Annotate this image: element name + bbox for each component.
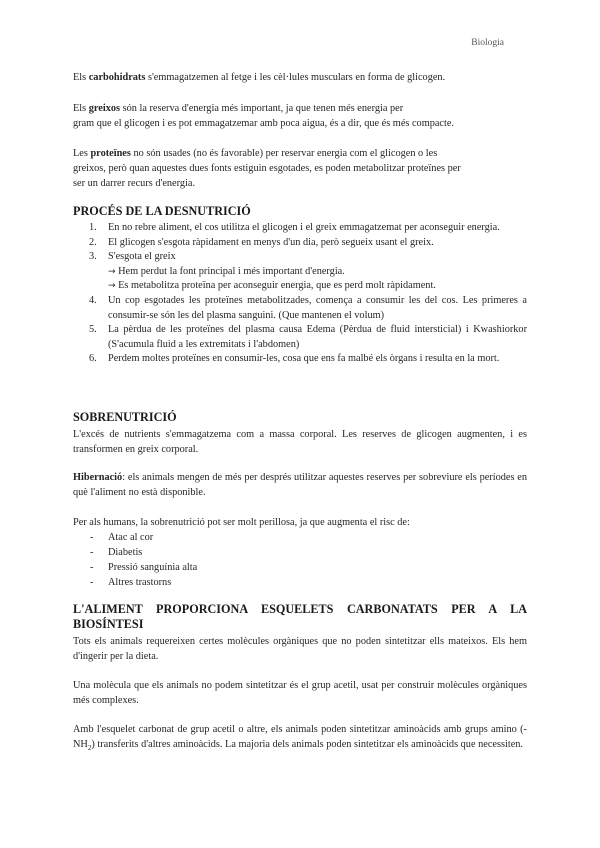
bold-term-proteines: proteïnes [90,148,131,159]
section-heading-esquelets [73,602,527,632]
bold-term-carbohidrats: carbohidrats [88,72,146,83]
list-text: Diabetis [108,547,143,558]
list-text: S'esgota el greix [108,251,176,263]
list-item [73,323,527,352]
subscript: 2 [87,744,92,753]
list-number: 3. [89,251,97,263]
line [73,146,527,161]
section-heading-desnutricio: PROCÉS DE LA DESNUTRICIÓ [73,204,251,218]
running-header: Biologia [471,38,504,48]
dash-bullet: - [90,562,94,573]
list-item [73,352,527,367]
sub-text: Es metabolitza proteïna per aconseguir energia, que es perd molt ràpidament. [118,280,436,292]
bold-term-greixos: greixos [88,103,121,114]
list-text: Pressió sanguínia alta [108,562,198,573]
desnutricio-list [73,221,527,367]
bold-term-hibernacio: Hibernació [73,472,123,483]
list-item [73,236,527,251]
line: greixos, però quan aquestes dues fonts estiguin esgotades, es poden metabolitzar proteïnes per [73,163,461,174]
text: Amb l'esquelet carbonat de grup acetil o altre, els animals poden sintetitzar aminoàcids amb grups amino (-NH [73,724,527,750]
sub-item [108,265,527,280]
text: Els [73,103,89,114]
list-text: Un cop esgotades les proteïnes metabolitzades, comença a consumir les del cos. Les primeres a consumir-se són les del plasma sanguini. (Que mantenen el volum) [108,294,527,321]
arrow-right-icon: → [108,281,116,292]
list-text: En no rebre aliment, el cos utilitza el glicogen i el greix emmagatzemat per aconseguir energia. [108,222,500,233]
dash-bullet: - [90,532,94,543]
list-item [73,221,527,236]
list-number: 6. [89,353,97,365]
heading-line: L'ALIMENT PROPORCIONA ESQUELETS CARBONATATS PER A LA [73,602,527,616]
line: gram que el glicogen i es pot emmagatzemar amb poca aigua, és a dir, que és més compacte. [73,118,454,129]
paragraph-exces: L'excés de nutrients s'emmagatzema com a massa corporal. Les reserves de glicogen augmenten, i es transformen en greix corporal. [73,429,527,455]
list-text: El glicogen s'esgota ràpidament en menys d'un dia, però segueix usant el greix. [108,236,434,248]
sub-item [108,279,527,294]
paragraph-greixos [73,101,527,131]
paragraph-humans: Per als humans, la sobrenutrició pot ser molt perillosa, ja que augmenta el risc de: [73,517,410,528]
text: : els animals mengen de més per després utilitzar aquestes reserves per sobreviure els períodes en què l'aliment no està disponible. [73,472,527,498]
section-heading-sobrenutricio: SOBRENUTRICIÓ [73,410,177,424]
paragraph-aminoacids [73,722,527,756]
text: ) transferits d'altres aminoàcids. La majoria dels animals poden sintetitzar els aminoàcids que necessiten. [91,739,523,750]
list-text: Perdem moltes proteïnes en consumir-les, cosa que ens fa malbé els òrgans i resulta en la mort. [108,353,500,365]
list-item [73,545,527,560]
list-item [73,294,527,323]
list-item [73,530,527,545]
list-number: 4. [89,294,97,306]
list-text: La pèrdua de les proteïnes del plasma causa Edema (Pèrdua de fluid intersticial) i Kwashiorkor (S'acumula fluid a les extremitats i l'abdomen) [108,324,527,350]
text: s'emmagatzemen al fetge i les cèl·lules musculars en forma de glicogen. [145,72,446,83]
sub-text: Hem perdut la font principal i més important d'energia. [118,265,345,277]
heading-line: BIOSÍNTESI [73,617,144,631]
paragraph-molecules: Tots els animals requereixen certes molècules orgàniques que no poden sintetitzar ells mateixos. Els hem d'ingerir per la dieta. [73,636,527,662]
dash-bullet: - [90,547,94,558]
list-number: 1. [89,222,97,233]
line: ser un darrer recurs d'energia. [73,178,196,189]
text: Les [73,148,91,159]
list-item [73,560,527,575]
text: no són usades (no és favorable) per reservar energia com el glicogen o les [130,148,438,159]
arrow-right-icon: → [108,266,116,277]
text: Els [73,72,89,83]
list-item [73,250,527,294]
paragraph-acetil: Una molècula que els animals no podem sintetitzar és el grup acetil, usat per construir molècules orgàniques més complexes. [73,680,527,706]
text: són la reserva d'energia més important, ja que tenen més energia per [120,103,404,114]
risk-list [73,530,527,590]
list-number: 5. [89,324,97,336]
paragraph-hibernacio [73,470,527,500]
dash-bullet: - [90,577,94,588]
paragraph-proteines [73,146,527,191]
list-item [73,575,527,590]
line [73,101,527,116]
list-text: Altres trastorns [108,577,172,588]
paragraph-carbohidrats [73,70,527,85]
list-text: Atac al cor [108,532,154,543]
list-number: 2. [89,236,97,248]
